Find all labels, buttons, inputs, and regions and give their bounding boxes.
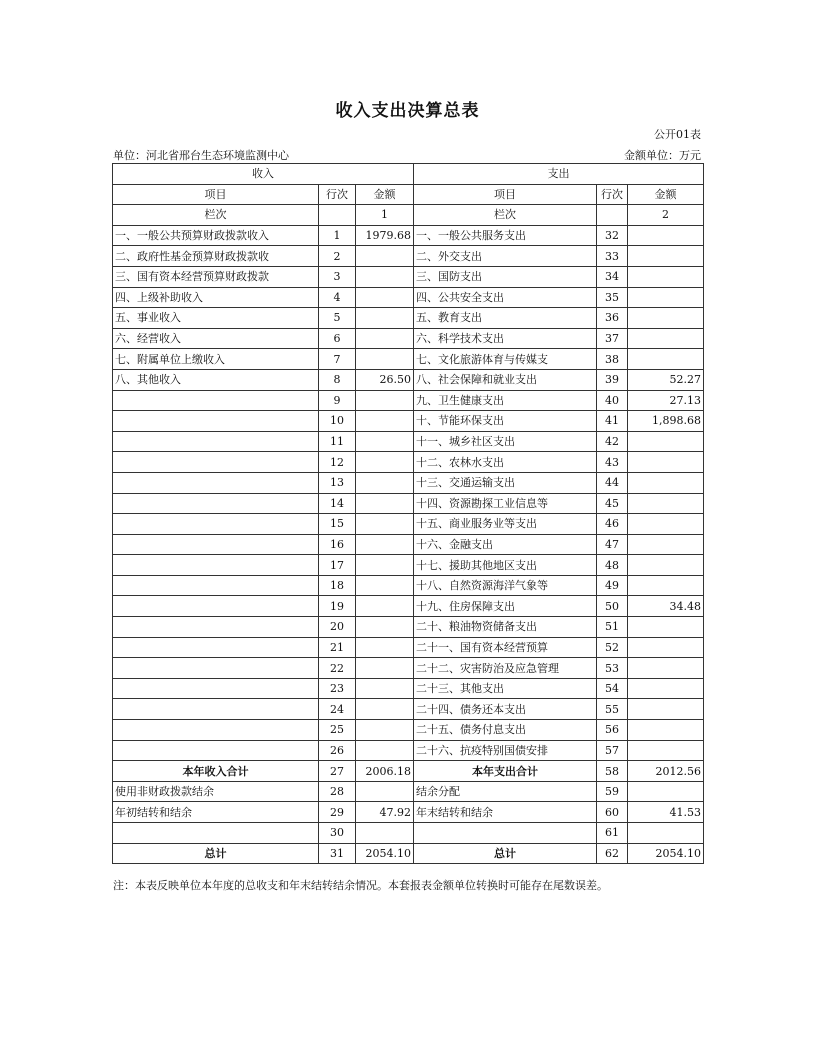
income-line: 10 — [319, 411, 356, 432]
income-amount — [356, 328, 414, 349]
expense-item: 五、教育支出 — [414, 308, 597, 329]
income-amount — [356, 555, 414, 576]
income-item: 二、政府性基金预算财政拨款收 — [113, 246, 319, 267]
table-row — [113, 596, 704, 617]
expense-amount — [628, 617, 704, 638]
table-row — [113, 720, 704, 741]
expense-line: 38 — [597, 349, 628, 370]
income-column-label: 栏次 — [113, 205, 319, 226]
income-amount — [356, 740, 414, 761]
table-row — [113, 617, 704, 638]
form-number: 公开01表 — [654, 128, 701, 141]
income-amount-header: 金额 — [356, 184, 414, 205]
table-row — [113, 761, 704, 782]
income-line: 23 — [319, 678, 356, 699]
expense-line: 40 — [597, 390, 628, 411]
income-item — [113, 534, 319, 555]
income-header: 收入 — [113, 164, 414, 185]
expense-amount — [628, 472, 704, 493]
income-item — [113, 596, 319, 617]
income-line: 14 — [319, 493, 356, 514]
expense-line: 57 — [597, 740, 628, 761]
expense-amount — [628, 225, 704, 246]
expense-item: 六、科学技术支出 — [414, 328, 597, 349]
table-row — [113, 843, 704, 864]
expense-item: 四、公共安全支出 — [414, 287, 597, 308]
income-amount — [356, 678, 414, 699]
income-line: 8 — [319, 369, 356, 390]
expense-line: 36 — [597, 308, 628, 329]
income-amount — [356, 308, 414, 329]
expense-column-label: 栏次 — [414, 205, 597, 226]
header-column-row — [113, 184, 704, 205]
expense-line: 41 — [597, 411, 628, 432]
income-amount — [356, 720, 414, 741]
income-item — [113, 823, 319, 844]
expense-line: 35 — [597, 287, 628, 308]
table-row — [113, 493, 704, 514]
expense-item: 二十六、抗疫特别国债安排 — [414, 740, 597, 761]
expense-line: 60 — [597, 802, 628, 823]
income-item: 四、上级补助收入 — [113, 287, 319, 308]
expense-line: 52 — [597, 637, 628, 658]
table-row — [113, 823, 704, 844]
expense-line: 61 — [597, 823, 628, 844]
income-line: 27 — [319, 761, 356, 782]
income-amount — [356, 246, 414, 267]
income-item: 六、经营收入 — [113, 328, 319, 349]
income-item: 五、事业收入 — [113, 308, 319, 329]
income-item — [113, 658, 319, 679]
expense-item: 十九、住房保障支出 — [414, 596, 597, 617]
expense-line: 37 — [597, 328, 628, 349]
income-item — [113, 617, 319, 638]
expense-line: 54 — [597, 678, 628, 699]
income-line: 24 — [319, 699, 356, 720]
income-item — [113, 575, 319, 596]
expense-amount — [628, 720, 704, 741]
expense-line: 46 — [597, 514, 628, 535]
expense-amount — [628, 781, 704, 802]
income-item — [113, 472, 319, 493]
header-section-row — [113, 164, 704, 185]
income-amount — [356, 534, 414, 555]
income-amount — [356, 514, 414, 535]
income-item — [113, 699, 319, 720]
table-row — [113, 452, 704, 473]
expense-line: 44 — [597, 472, 628, 493]
expense-line: 32 — [597, 225, 628, 246]
expense-amount — [628, 678, 704, 699]
income-amount — [356, 287, 414, 308]
income-line: 26 — [319, 740, 356, 761]
expense-amount — [628, 266, 704, 287]
income-amount — [356, 411, 414, 432]
income-line-header: 行次 — [319, 184, 356, 205]
expense-item: 十一、城乡社区支出 — [414, 431, 597, 452]
income-item: 三、国有资本经营预算财政拨款 — [113, 266, 319, 287]
income-amount — [356, 823, 414, 844]
table-row — [113, 781, 704, 802]
income-line: 13 — [319, 472, 356, 493]
expense-item: 八、社会保障和就业支出 — [414, 369, 597, 390]
income-line: 19 — [319, 596, 356, 617]
income-amount — [356, 781, 414, 802]
income-line: 31 — [319, 843, 356, 864]
expense-amount — [628, 287, 704, 308]
income-column-line — [319, 205, 356, 226]
income-amount — [356, 493, 414, 514]
expense-item: 三、国防支出 — [414, 266, 597, 287]
income-amount — [356, 658, 414, 679]
income-line: 15 — [319, 514, 356, 535]
expense-amount — [628, 534, 704, 555]
expense-item: 年末结转和结余 — [414, 802, 597, 823]
expense-column-line — [597, 205, 628, 226]
expense-amount-header: 金额 — [628, 184, 704, 205]
expense-line: 42 — [597, 431, 628, 452]
expense-amount — [628, 740, 704, 761]
column-index-row — [113, 205, 704, 226]
income-line: 7 — [319, 349, 356, 370]
income-item — [113, 514, 319, 535]
income-line: 28 — [319, 781, 356, 802]
income-item — [113, 720, 319, 741]
expense-line: 45 — [597, 493, 628, 514]
income-item — [113, 452, 319, 473]
income-line: 4 — [319, 287, 356, 308]
expense-item: 二十、粮油物资储备支出 — [414, 617, 597, 638]
income-amount: 47.92 — [356, 802, 414, 823]
income-amount — [356, 431, 414, 452]
income-item: 七、附属单位上缴收入 — [113, 349, 319, 370]
table-row — [113, 658, 704, 679]
income-amount — [356, 349, 414, 370]
expense-item: 结余分配 — [414, 781, 597, 802]
table-row — [113, 287, 704, 308]
expense-amount — [628, 514, 704, 535]
reporting-unit: 单位：河北省邢台生态环境监测中心 — [113, 149, 289, 162]
expense-line: 62 — [597, 843, 628, 864]
income-item — [113, 493, 319, 514]
expense-amount: 1,898.68 — [628, 411, 704, 432]
expense-amount — [628, 349, 704, 370]
income-amount — [356, 575, 414, 596]
expense-amount — [628, 431, 704, 452]
income-amount — [356, 472, 414, 493]
table-row — [113, 225, 704, 246]
expense-amount — [628, 452, 704, 473]
income-line: 1 — [319, 225, 356, 246]
table-row — [113, 802, 704, 823]
expense-amount: 27.13 — [628, 390, 704, 411]
expense-amount — [628, 246, 704, 267]
expense-line: 47 — [597, 534, 628, 555]
table-row — [113, 575, 704, 596]
income-amount — [356, 266, 414, 287]
expense-column-number: 2 — [628, 205, 704, 226]
expense-amount — [628, 658, 704, 679]
expense-amount — [628, 493, 704, 514]
income-amount — [356, 390, 414, 411]
expense-amount: 2012.56 — [628, 761, 704, 782]
expense-amount — [628, 308, 704, 329]
income-line: 2 — [319, 246, 356, 267]
expense-item: 九、卫生健康支出 — [414, 390, 597, 411]
income-amount — [356, 637, 414, 658]
income-line: 6 — [319, 328, 356, 349]
income-column-number: 1 — [356, 205, 414, 226]
expense-amount — [628, 823, 704, 844]
income-item: 一、一般公共预算财政拨款收入 — [113, 225, 319, 246]
income-amount: 2006.18 — [356, 761, 414, 782]
table-body — [113, 225, 704, 863]
income-amount — [356, 596, 414, 617]
expense-line: 49 — [597, 575, 628, 596]
expense-item: 十四、资源勘探工业信息等 — [414, 493, 597, 514]
income-amount — [356, 452, 414, 473]
table-row — [113, 431, 704, 452]
table-row — [113, 411, 704, 432]
income-line: 18 — [319, 575, 356, 596]
income-line: 17 — [319, 555, 356, 576]
expense-item: 十八、自然资源海洋气象等 — [414, 575, 597, 596]
expense-amount: 41.53 — [628, 802, 704, 823]
amount-unit: 金额单位：万元 — [624, 149, 701, 162]
expense-amount: 34.48 — [628, 596, 704, 617]
income-line: 22 — [319, 658, 356, 679]
income-item: 使用非财政拨款结余 — [113, 781, 319, 802]
income-item — [113, 555, 319, 576]
expense-item: 十、节能环保支出 — [414, 411, 597, 432]
income-item: 年初结转和结余 — [113, 802, 319, 823]
table-row — [113, 246, 704, 267]
expense-item: 本年支出合计 — [414, 761, 597, 782]
income-line: 16 — [319, 534, 356, 555]
table-row — [113, 266, 704, 287]
income-item: 八、其他收入 — [113, 369, 319, 390]
table-row — [113, 555, 704, 576]
expense-item: 二十一、国有资本经营预算 — [414, 637, 597, 658]
footnote: 注：本表反映单位本年度的总收支和年末结转结余情况。本套报表金额单位转换时可能存在尾数误差。 — [113, 879, 608, 892]
income-line: 21 — [319, 637, 356, 658]
expense-amount: 52.27 — [628, 369, 704, 390]
income-line: 20 — [319, 617, 356, 638]
expense-amount: 2054.10 — [628, 843, 704, 864]
income-amount: 26.50 — [356, 369, 414, 390]
expense-line: 33 — [597, 246, 628, 267]
income-amount — [356, 617, 414, 638]
income-line: 12 — [319, 452, 356, 473]
expense-line: 58 — [597, 761, 628, 782]
expense-line: 43 — [597, 452, 628, 473]
income-amount: 1979.68 — [356, 225, 414, 246]
table-row — [113, 369, 704, 390]
table-row — [113, 390, 704, 411]
income-line: 29 — [319, 802, 356, 823]
table-row — [113, 534, 704, 555]
income-line: 3 — [319, 266, 356, 287]
expense-amount — [628, 575, 704, 596]
income-item — [113, 431, 319, 452]
expense-item: 十七、援助其他地区支出 — [414, 555, 597, 576]
expense-line: 55 — [597, 699, 628, 720]
table-row — [113, 308, 704, 329]
expense-item: 二十二、灾害防治及应急管理 — [414, 658, 597, 679]
budget-table — [112, 163, 704, 864]
income-line: 9 — [319, 390, 356, 411]
table-row — [113, 699, 704, 720]
expense-header: 支出 — [414, 164, 704, 185]
expense-item: 十三、交通运输支出 — [414, 472, 597, 493]
expense-line: 53 — [597, 658, 628, 679]
expense-line-header: 行次 — [597, 184, 628, 205]
expense-line: 50 — [597, 596, 628, 617]
table-row — [113, 514, 704, 535]
income-item — [113, 411, 319, 432]
expense-item — [414, 823, 597, 844]
income-line: 25 — [319, 720, 356, 741]
expense-amount — [628, 555, 704, 576]
expense-amount — [628, 637, 704, 658]
income-amount: 2054.10 — [356, 843, 414, 864]
table-row — [113, 349, 704, 370]
income-item — [113, 740, 319, 761]
expense-line: 34 — [597, 266, 628, 287]
expense-line: 51 — [597, 617, 628, 638]
expense-line: 59 — [597, 781, 628, 802]
expense-item: 二十三、其他支出 — [414, 678, 597, 699]
table-row — [113, 328, 704, 349]
expense-item: 七、文化旅游体育与传媒支 — [414, 349, 597, 370]
table-row — [113, 472, 704, 493]
expense-item: 一、一般公共服务支出 — [414, 225, 597, 246]
expense-item: 十六、金融支出 — [414, 534, 597, 555]
income-item — [113, 678, 319, 699]
income-item — [113, 390, 319, 411]
table-row — [113, 678, 704, 699]
table-row — [113, 740, 704, 761]
income-item — [113, 637, 319, 658]
expense-item: 总计 — [414, 843, 597, 864]
table-row — [113, 637, 704, 658]
expense-line: 48 — [597, 555, 628, 576]
income-item: 本年收入合计 — [113, 761, 319, 782]
expense-item: 十二、农林水支出 — [414, 452, 597, 473]
expense-item: 二十四、债务还本支出 — [414, 699, 597, 720]
expense-amount — [628, 699, 704, 720]
expense-line: 56 — [597, 720, 628, 741]
income-line: 30 — [319, 823, 356, 844]
expense-item: 二十五、债务付息支出 — [414, 720, 597, 741]
expense-item-header: 项目 — [414, 184, 597, 205]
expense-item: 十五、商业服务业等支出 — [414, 514, 597, 535]
expense-line: 39 — [597, 369, 628, 390]
income-line: 11 — [319, 431, 356, 452]
page-title: 收入支出决算总表 — [335, 101, 480, 121]
income-line: 5 — [319, 308, 356, 329]
income-item-header: 项目 — [113, 184, 319, 205]
income-item: 总计 — [113, 843, 319, 864]
expense-item: 二、外交支出 — [414, 246, 597, 267]
income-amount — [356, 699, 414, 720]
expense-amount — [628, 328, 704, 349]
